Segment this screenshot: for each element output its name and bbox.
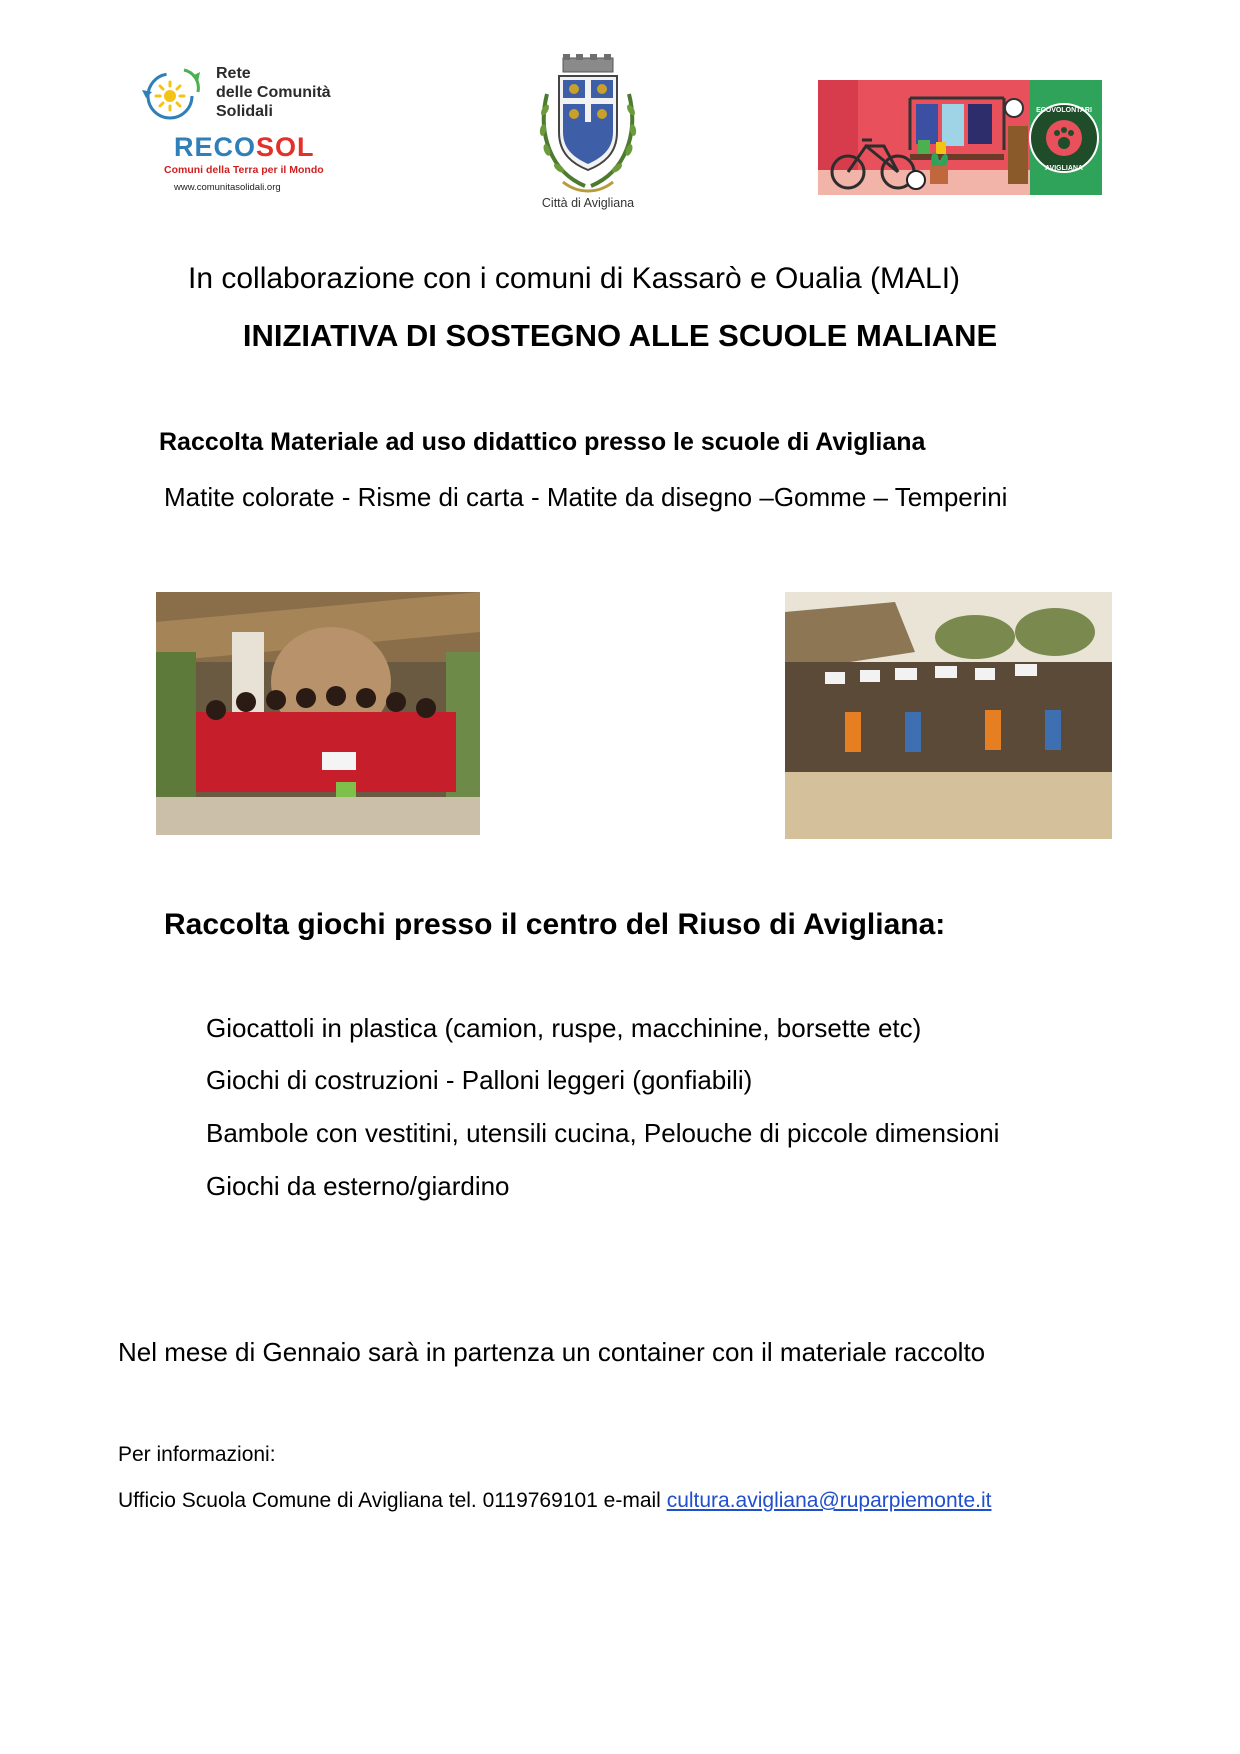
games-collection-heading: Raccolta giochi presso il centro del Riuso di Avigliana: bbox=[164, 908, 946, 941]
games-item: Giochi da esterno/giardino bbox=[206, 1171, 510, 1201]
games-item: Giocattoli in plastica (camion, ruspe, macchinine, borsette etc) bbox=[206, 1013, 922, 1043]
contact-office: Ufficio Scuola Comune di Avigliana tel. 0119769101 e-mail bbox=[118, 1489, 667, 1512]
recosol-rete-text: Rete delle Comunità Solidali bbox=[216, 65, 331, 120]
page-title: INIZIATIVA DI SOSTEGNO ALLE SCUOLE MALIANE bbox=[242, 318, 998, 353]
school-collection-heading: Raccolta Materiale ad uso didattico presso le scuole di Avigliana bbox=[159, 428, 926, 456]
school-collection-items: Matite colorate - Risme di carta - Matite da disegno –Gomme – Temperini bbox=[164, 482, 1008, 512]
email-link[interactable]: cultura.avigliana@ruparpiemonte.it bbox=[666, 1489, 992, 1512]
avigliana-crest-icon bbox=[533, 54, 643, 214]
info-label: Per informazioni: bbox=[118, 1443, 276, 1466]
crest-caption: Città di Avigliana bbox=[541, 196, 635, 210]
reuse-center-banner bbox=[818, 80, 1102, 195]
games-item: Bambole con vestitini, utensili cucina, Pelouche di piccole dimensioni bbox=[206, 1118, 1000, 1148]
recosol-url: www.comunitasolidali.org bbox=[174, 182, 281, 193]
games-item: Giochi di costruzioni - Palloni leggeri (gonfiabili) bbox=[206, 1065, 753, 1095]
schoolchildren-photo-1 bbox=[156, 592, 480, 835]
badge-bottom-text: AVIGLIANA bbox=[1045, 165, 1083, 172]
recosol-logo bbox=[138, 58, 338, 198]
subtitle: In collaborazione con i comuni di Kassarò e Oualia (MALI) bbox=[188, 262, 961, 295]
schoolchildren-photo-2 bbox=[785, 592, 1112, 839]
recosol-sun-icon bbox=[140, 62, 204, 126]
contact-line bbox=[118, 1489, 992, 1513]
badge-top-text: ECOVOLONTARI bbox=[1036, 107, 1092, 114]
recosol-tagline: Comuni della Terra per il Mondo bbox=[164, 164, 324, 176]
recosol-name: RECOSOL bbox=[174, 132, 315, 162]
container-note: Nel mese di Gennaio sarà in partenza un container con il materiale raccolto bbox=[118, 1337, 986, 1367]
